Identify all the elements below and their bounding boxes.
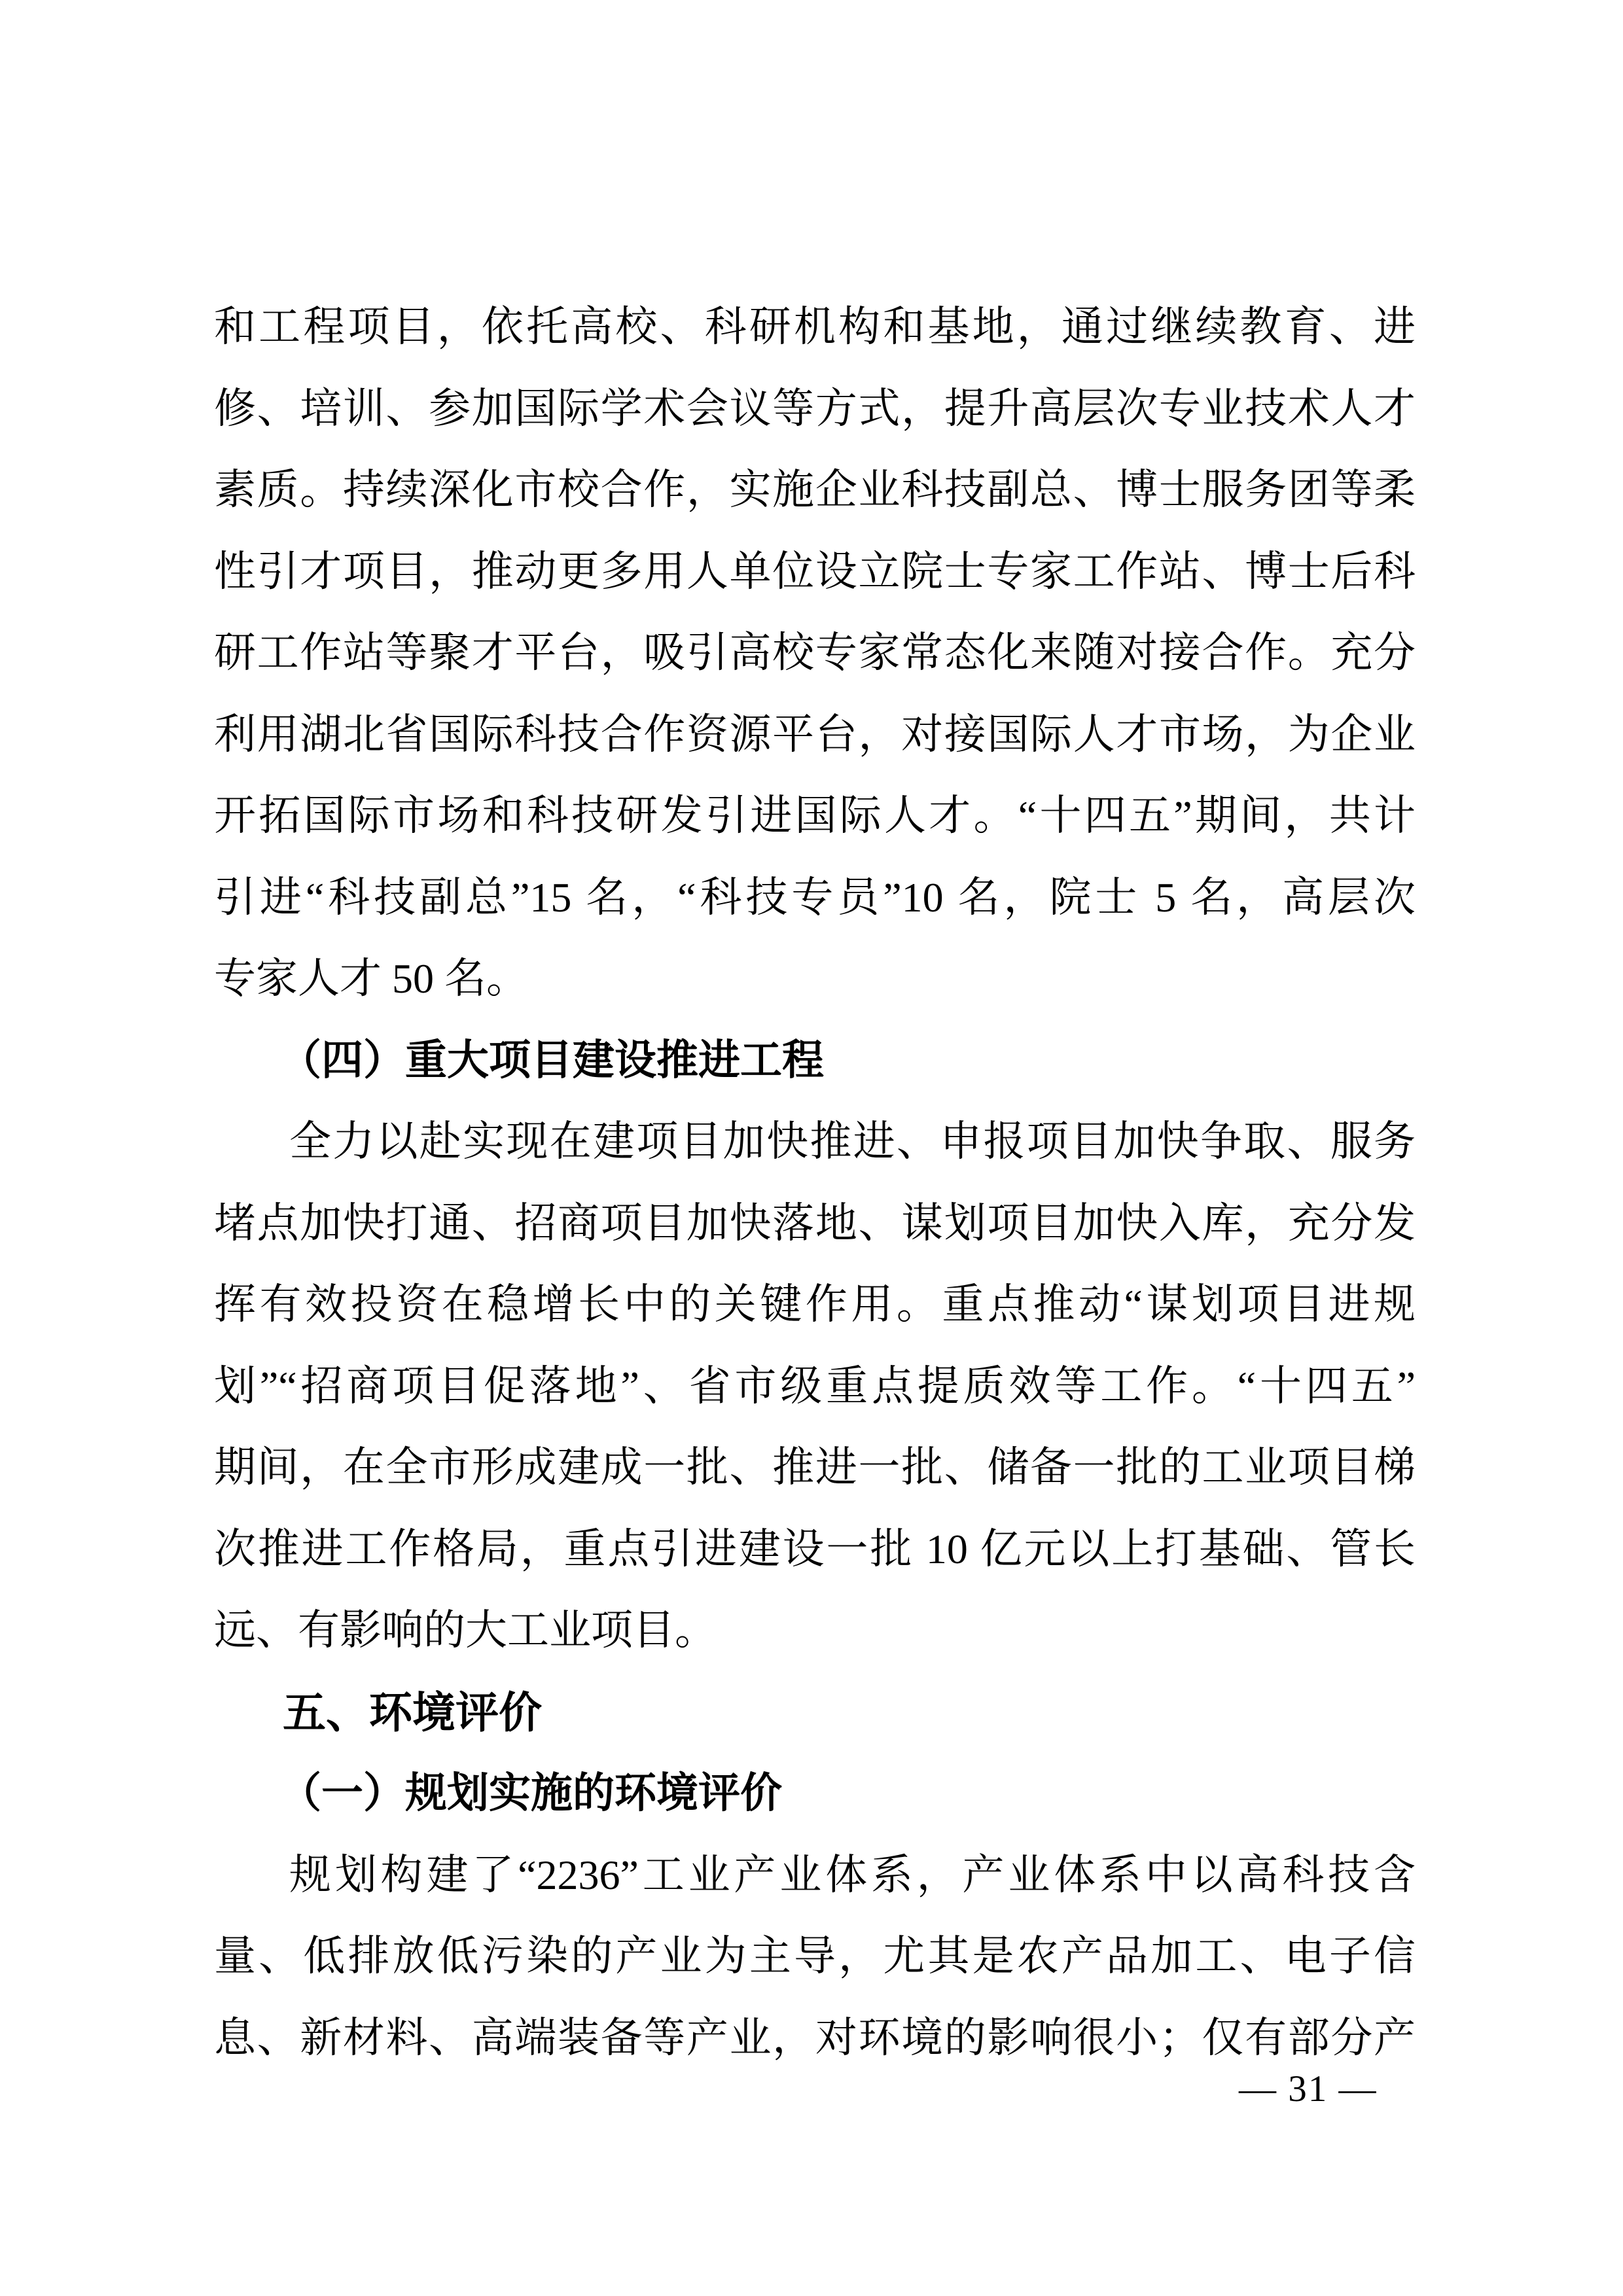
text-line: 期间，在全市形成建成一批、推进一批、储备一批的工业项目梯 bbox=[214, 1444, 1416, 1491]
text-line: （一）规划实施的环境评价 bbox=[279, 1770, 782, 1816]
text-line: 开拓国际市场和科技研发引进国际人才。“十四五”期间，共计 bbox=[214, 792, 1416, 839]
text-block bbox=[214, 287, 1416, 2079]
text-line: 息、新材料、高端装备等产业，对环境的影响很小；仅有部分产 bbox=[214, 2014, 1416, 2061]
text-line: 性引才项目，推动更多用人单位设立院士专家工作站、博士后科 bbox=[214, 548, 1416, 595]
text-line: 素质。持续深化市校合作，实施企业科技副总、博士服务团等柔 bbox=[214, 467, 1416, 513]
text-line: 修、培训、参加国际学术会议等方式，提升高层次专业技术人才 bbox=[214, 385, 1416, 432]
text-line: 远、有影响的大工业项目。 bbox=[214, 1607, 717, 1653]
text-line: 五、环境评价 bbox=[283, 1687, 542, 1737]
text-line: 研工作站等聚才平台，吸引高校专家常态化来随对接合作。充分 bbox=[214, 629, 1416, 676]
text-line: 和工程项目，依托高校、科研机构和基地，通过继续教育、进 bbox=[214, 304, 1416, 350]
text-line: （四）重大项目建设推进工程 bbox=[279, 1036, 824, 1084]
text-line: 利用湖北省国际科技合作资源平台，对接国际人才市场，为企业 bbox=[214, 711, 1416, 758]
page-number: — 31 — bbox=[1239, 2068, 1378, 2110]
text-line: 全力以赴实现在建项目加快推进、申报项目加快争取、服务 bbox=[289, 1118, 1416, 1165]
text-line: 次推进工作格局，重点引进建设一批 10 亿元以上打基础、管长 bbox=[214, 1525, 1416, 1572]
text-line: 引进“科技副总”15 名，“科技专员”10 名，院士 5 名，高层次 bbox=[214, 874, 1416, 921]
text-line: 专家人才 50 名。 bbox=[214, 955, 528, 1002]
text-line: 量、低排放低污染的产业为主导，尤其是农产品加工、电子信 bbox=[214, 1933, 1416, 1979]
text-line: 划”“招商项目促落地”、省市级重点提质效等工作。“十四五” bbox=[214, 1362, 1416, 1409]
text-line: 堵点加快打通、招商项目加快落地、谋划项目加快入库，充分发 bbox=[214, 1199, 1416, 1246]
text-line: 规划构建了“2236”工业产业体系，产业体系中以高科技含 bbox=[289, 1851, 1416, 1898]
text-line: 挥有效投资在稳增长中的关键作用。重点推动“谋划项目进规 bbox=[214, 1281, 1416, 1328]
